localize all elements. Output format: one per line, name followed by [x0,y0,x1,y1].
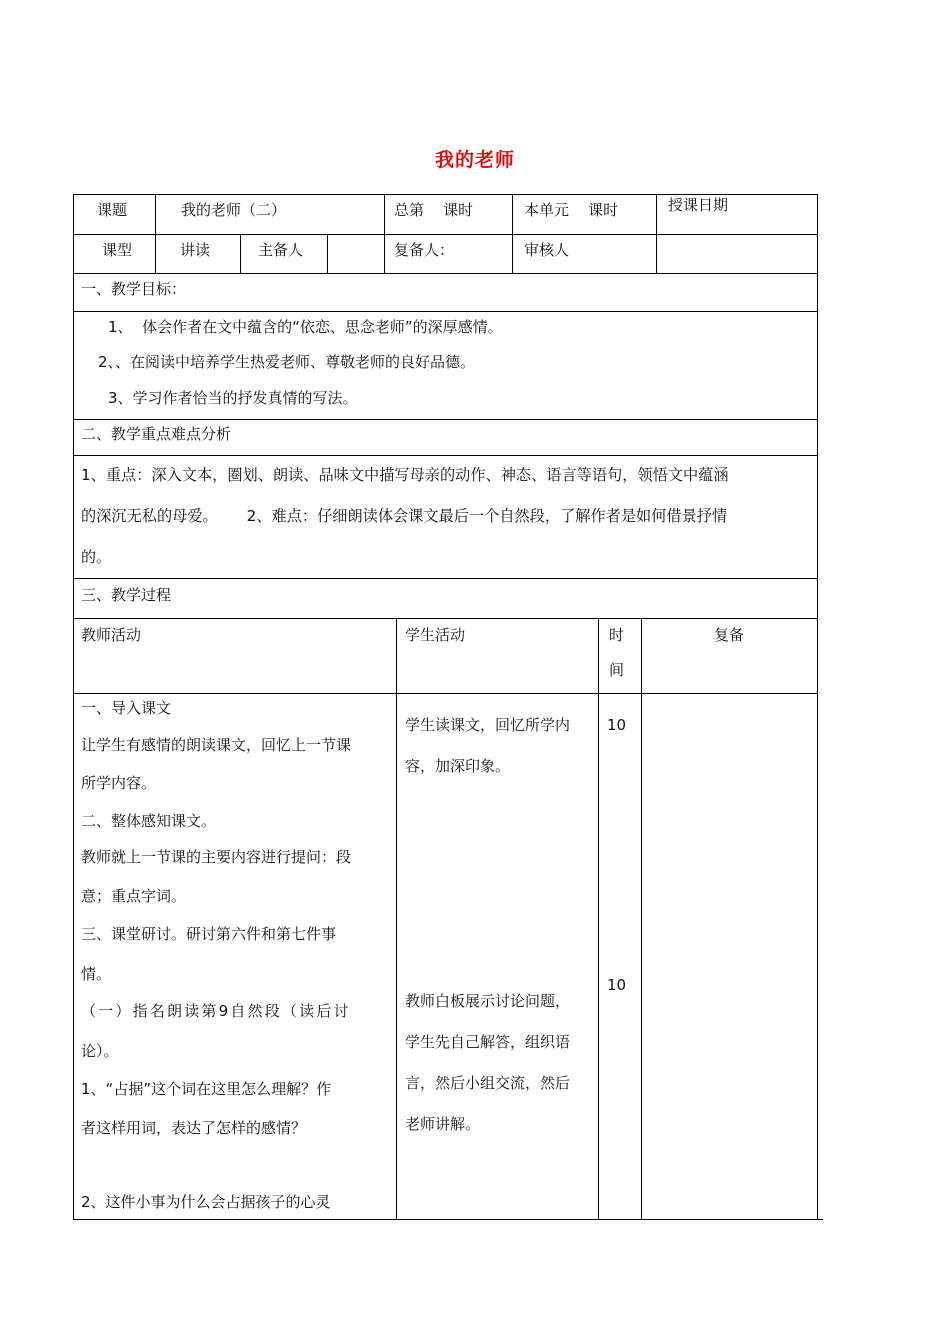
time-value: 10 [607,976,627,994]
col-divider [598,618,599,1219]
teacher-activity-line: 让学生有感情的朗读课文，回忆上一节课 [81,736,352,754]
row-divider [73,234,818,235]
student-activity-line: 老师讲解。 [405,1115,481,1133]
teacher-activity-line: 1、“占据”这个词在这里怎么理解？作 [81,1080,332,1098]
student-activity-line: 教师白板展示讨论问题， [405,992,571,1010]
goal-item: 1、 体会作者在文中蕴含的“依恋、思念老师”的深厚感情。 [108,318,503,336]
col-divider [240,234,241,273]
row-divider [73,419,818,420]
total-period: 总第 课时 [394,201,474,219]
teacher-activity-line: 情。 [81,965,112,983]
student-activity-line: 容，加深印象。 [405,757,511,775]
teach-date: 授课日期 [668,196,729,214]
teacher-activity-line: 教师就上一节课的主要内容进行提问：段 [81,848,352,866]
student-activity-line: 学生读课文，回忆所学内 [405,716,571,734]
student-activity-line: 学生先自己解答，组织语 [405,1033,571,1051]
teacher-activity-line: 一、导入课文 [81,699,172,717]
teacher-activity-line: 三、课堂研讨。研讨第六件和第七件事 [81,925,337,943]
key-points-line: 1、重点：深入文本，圈划、朗读、品味文中描写母亲的动作、神态、语言等语句，领悟文中蕴涵 [81,466,729,484]
col-divider [384,194,385,273]
row-divider [73,693,818,694]
row-divider [73,273,818,274]
section-heading: 三、教学过程 [81,586,172,604]
section-heading: 一、教学目标： [81,280,187,298]
goal-item: 3、学习作者恰当的抒发真情的写法。 [108,389,358,407]
row-divider [73,311,818,312]
col-header-time: 时 [609,626,625,644]
teacher-activity-line: 意；重点字词。 [81,887,187,905]
table-border-bottom [73,1219,823,1220]
teacher-activity-line: （一）指名朗读第9自然段（读后讨 [81,1002,351,1020]
col-header-teacher: 教师活动 [81,626,142,644]
table-border-right [817,194,818,1219]
goal-item: 2、、在阅读中培养学生热爱老师、尊敬老师的良好品德。 [98,353,476,371]
page-title: 我的老师 [434,149,515,171]
teacher-activity-line: 论）。 [81,1042,119,1060]
key-points-line: 的。 [81,548,112,566]
teacher-activity-line: 二、整体感知课文。 [81,812,217,830]
co-preparer: 复备人： [394,241,455,259]
teacher-activity-line: 2、这件小事为什么会占据孩子的心灵 [81,1193,331,1211]
col-header-review: 复备 [714,626,745,644]
section-heading: 二、教学重点难点分析 [81,425,232,443]
course-value: 我的老师（二） [181,201,287,219]
time-value: 10 [607,716,627,734]
col-divider [641,618,642,1219]
student-activity-line: 言，然后小组交流，然后 [405,1074,571,1092]
col-divider [155,194,156,273]
type-value: 讲读 [180,241,211,259]
col-divider [512,194,513,273]
col-divider [396,618,397,1219]
col-header-time: 间 [609,661,625,679]
row-divider [73,455,818,456]
row-divider [73,578,818,579]
reviewer: 审核人 [524,241,570,259]
teacher-activity-line: 所学内容。 [81,774,157,792]
teacher-activity-line: 者这样用词，表达了怎样的感情？ [81,1119,307,1137]
course-label: 课题 [97,201,128,219]
col-divider [327,234,328,273]
unit-period: 本单元 课时 [524,201,619,219]
table-border-left [73,194,74,1219]
key-points-line: 的深沉无私的母爱。 2、难点：仔细朗读体会课文最后一个自然段，了解作者是如何借景抒情 [81,507,728,525]
main-preparer: 主备人 [258,241,304,259]
col-divider [656,194,657,273]
col-header-student: 学生活动 [405,626,466,644]
type-label: 课型 [102,241,133,259]
row-divider [73,618,818,619]
